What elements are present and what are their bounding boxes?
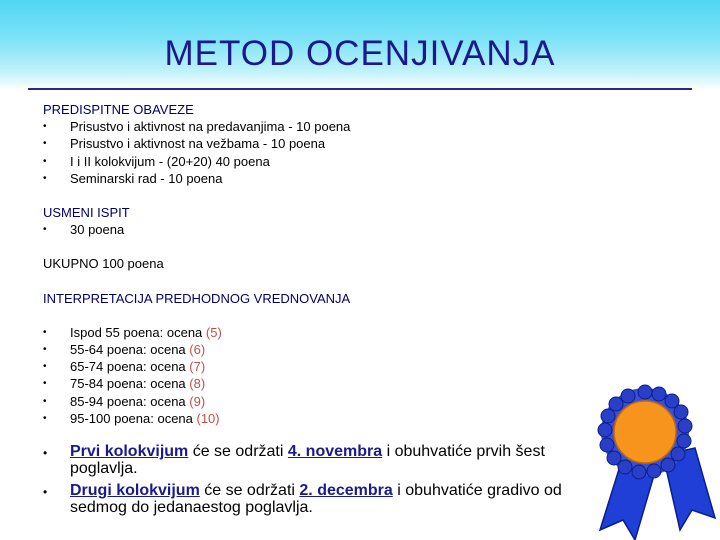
kolokvijum-name: Prvi kolokvijum — [70, 443, 189, 461]
item-value: 10 — [296, 119, 311, 135]
slide-content — [43, 101, 603, 522]
kolokvijum-list — [43, 444, 603, 516]
grade-range: 95-100 poena: ocena — [70, 410, 197, 426]
item-unit: poena — [230, 153, 270, 169]
item-unit: poena — [182, 170, 223, 186]
item-unit: poena — [84, 222, 125, 238]
list-item — [43, 358, 603, 375]
grade-value: (8) — [189, 376, 206, 392]
item-text: I i II kolokvijum - (20+20) — [70, 153, 216, 169]
kolokvijum-rest: i obuhvatiće prvih šest poglavlja. — [70, 443, 545, 477]
kolokvijum-mid: će se održati — [199, 482, 300, 500]
item-value: 10 — [270, 136, 286, 152]
grade-value: (9) — [189, 393, 206, 409]
ukupno-line — [43, 255, 603, 272]
kolokvijum-mid: će se održati — [188, 443, 288, 461]
spacer — [43, 187, 603, 204]
grade-range: 85-94 poena: ocena — [70, 393, 190, 409]
item-value: 10 — [168, 170, 183, 186]
award-medal-icon — [585, 380, 720, 540]
list-item — [43, 135, 603, 152]
list-item — [43, 324, 603, 341]
list-item — [43, 170, 603, 187]
grade-range: 75-84 poena: ocena — [70, 376, 190, 392]
list-item — [43, 393, 603, 410]
kolokvijum-date: 2. decembra — [299, 482, 393, 500]
list-item — [43, 341, 603, 358]
item-unit: poena — [310, 119, 351, 135]
item-text: Prisustvo i aktivnost na vežbama - — [70, 136, 271, 152]
ukupno-value: 100 — [102, 256, 124, 272]
list-item — [43, 221, 603, 238]
list-item — [43, 444, 603, 477]
grades-list — [43, 324, 603, 427]
grade-range: Ispod 55 poena: ocena — [70, 324, 206, 340]
predispitne-heading: PREDISPITNE OBAVEZE — [43, 102, 194, 117]
item-text: Seminarski rad - — [70, 170, 169, 186]
item-unit: poena — [285, 136, 326, 152]
list-item — [43, 483, 603, 516]
list-item — [43, 153, 603, 170]
title-divider — [28, 88, 692, 90]
item-value: 40 — [215, 153, 231, 169]
title-area — [0, 0, 720, 90]
item-value: 30 — [70, 222, 85, 238]
page-title: METOD OCENJIVANJA — [164, 34, 556, 73]
ukupno-label: UKUPNO — [43, 256, 103, 272]
grade-value: (6) — [189, 342, 206, 358]
spacer — [43, 273, 603, 290]
usmeni-list — [43, 221, 603, 238]
list-item — [43, 375, 603, 392]
kolokvijum-name: Drugi kolokvijum — [70, 482, 200, 500]
usmeni-heading: USMENI ISPIT — [43, 205, 130, 221]
grade-value: (10) — [196, 410, 220, 426]
grade-value: (5) — [205, 324, 222, 340]
spacer — [43, 307, 603, 324]
ukupno-unit: poena — [123, 256, 164, 272]
item-text: Prisustvo i aktivnost na predavanjima - — [70, 119, 297, 135]
list-item — [43, 118, 603, 135]
grade-value: (7) — [189, 359, 206, 375]
predispitne-list — [43, 118, 603, 187]
grade-range: 65-74 poena: ocena — [70, 359, 190, 375]
spacer — [43, 427, 603, 444]
grade-range: 55-64 poena: ocena — [70, 342, 190, 358]
interpretacija-heading: INTERPRETACIJA PREDHODNOG VREDNOVANJA — [43, 290, 351, 306]
kolokvijum-date: 4. novembra — [287, 443, 383, 461]
list-item — [43, 410, 603, 427]
kolokvijum-rest: i obuhvatiće gradivo od sedmog do jedanaestog poglavlja. — [70, 482, 562, 516]
spacer — [43, 238, 603, 255]
